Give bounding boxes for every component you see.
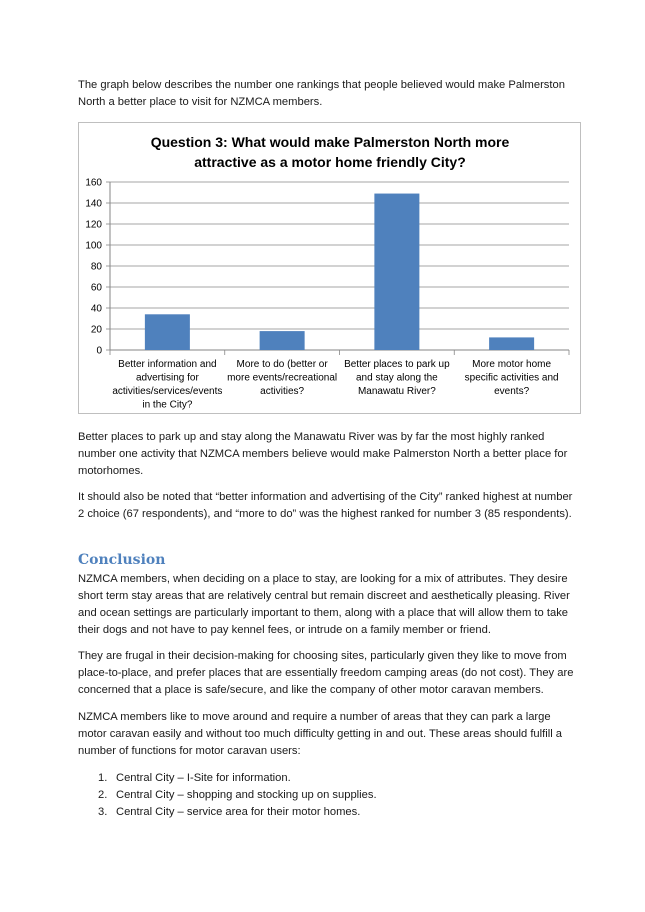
x-category-label-line: and stay along the: [356, 372, 438, 384]
y-tick-label: 100: [85, 240, 102, 252]
x-category-label-line: in the City?: [142, 399, 193, 411]
findings-paragraph: Better places to park up and stay along the Manawatu River was by far the most highly ranked number one activity that NZMCA members believe would make Palmerston North a better place for motorhomes.: [78, 431, 568, 477]
x-category-label-line: More to do (better or: [236, 359, 328, 370]
x-category-label-line: activities/services/events: [112, 386, 223, 397]
y-tick-label: 20: [90, 324, 102, 336]
bar: [489, 337, 534, 350]
chart-title-line: attractive as a motor home friendly City?: [194, 154, 466, 170]
conclusion-paragraph-1: NZMCA members, when deciding on a place to stay, are looking for a mix of attributes. They desire short term stay areas that are relatively central but remain discreet and aesthetically pleasing. River and ocean settings are particularly important to them, along with a place that will allow them to take their dogs and not have to pay kennel fees, or intrude on a family member or friend.: [78, 573, 570, 636]
conclusion-paragraph-3: NZMCA members like to move around and require a number of areas that they can park a large motor caravan easily and without too much difficulty getting in and out. These areas should fulfill a number of functions for motor caravan users:: [78, 711, 563, 757]
x-category-label-line: More motor home: [472, 359, 552, 370]
x-category-label-line: specific activities and: [464, 372, 559, 384]
list-number: 1.: [98, 772, 108, 784]
x-category-label: [344, 359, 450, 397]
y-tick-label: 140: [85, 198, 102, 210]
y-tick-label: 60: [90, 282, 102, 294]
chart-title-line: Question 3: What would make Palmerston North more: [150, 134, 510, 150]
x-category-label-line: Manawatu River?: [357, 386, 436, 397]
bar: [145, 314, 190, 350]
bar: [260, 331, 305, 350]
x-category-label: [465, 359, 559, 397]
intro-paragraph: The graph below describes the number one rankings that people believed would make Palmerston North a better place to visit for NZMCA members.: [78, 79, 565, 108]
y-tick-label: 80: [90, 261, 102, 273]
x-category-label-line: Better information and: [118, 359, 217, 370]
y-tick-label: 0: [96, 345, 102, 357]
list-text: Central City – I-Site for information.: [116, 772, 291, 784]
x-category-label: [227, 359, 337, 397]
list-text: Central City – service area for their motor homes.: [116, 806, 361, 818]
list-number: 2.: [98, 789, 108, 801]
bar-chart: [78, 122, 581, 414]
y-tick-label: 120: [85, 219, 102, 231]
y-tick-label: 40: [90, 303, 102, 315]
list-item: [78, 770, 377, 787]
x-category-label-line: activities?: [260, 386, 305, 397]
list-item: [78, 804, 377, 821]
x-category-label-line: events?: [494, 386, 530, 397]
conclusion-heading: Conclusion: [78, 552, 166, 568]
conclusion-paragraph-2: They are frugal in their decision-making for choosing sites, particularly given they like to move from place-to-place, and prefer places that are essentially freedom camping areas (do not cost). They are concerned that a place is safe/secure, and like the company of other motor caravan members.: [78, 650, 574, 696]
chart-canvas: [79, 123, 582, 415]
x-category-label-line: advertising for: [135, 372, 199, 384]
note-paragraph: It should also be noted that “better information and advertising of the City” ranked highest at number 2 choice (67 respondents), and “more to do” was the highest ranked for number 3 (85 respondents).: [78, 491, 573, 520]
list-item: [78, 787, 377, 804]
y-tick-label: 160: [85, 177, 102, 189]
bar: [374, 194, 419, 350]
x-category-label-line: Better places to park up: [344, 359, 450, 370]
functions-list: [78, 770, 377, 821]
list-text: Central City – shopping and stocking up on supplies.: [116, 789, 377, 801]
x-category-label-line: more events/recreational: [227, 372, 338, 384]
x-category-label: [112, 359, 222, 411]
list-number: 3.: [98, 806, 108, 818]
